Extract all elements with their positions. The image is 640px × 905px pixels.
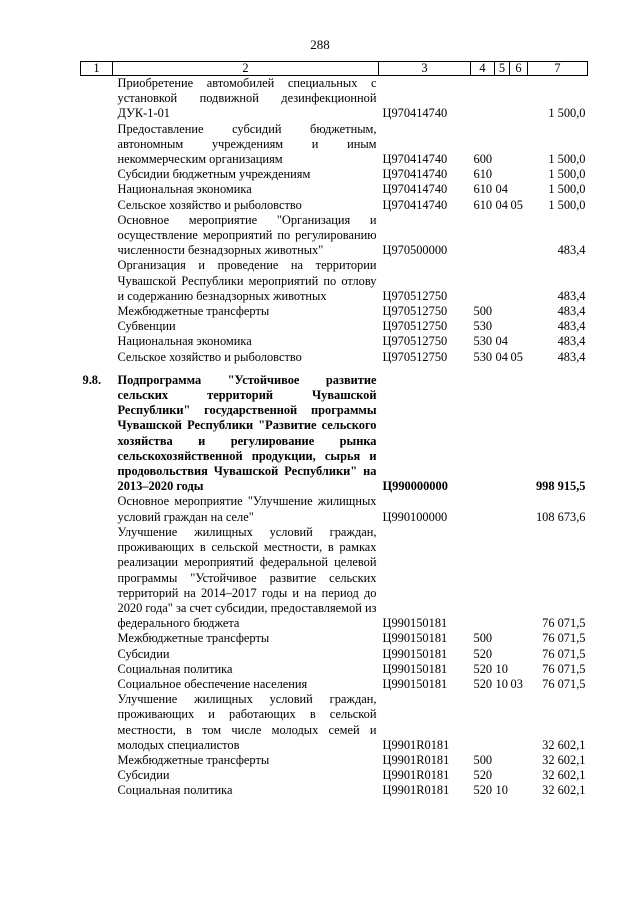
table-row [81, 350, 588, 365]
row-number: 9.8. [82, 372, 102, 387]
row-amount: 108 673,6 [535, 509, 586, 524]
row-number [81, 662, 113, 677]
row-name: Национальная экономика [117, 182, 252, 197]
table-row [81, 122, 588, 168]
row-col5 [495, 213, 510, 259]
row-col6 [510, 753, 528, 768]
row-amount: 483,4 [557, 334, 586, 349]
row-col6 [510, 319, 528, 334]
row-col6 [510, 122, 528, 168]
header-col-7: 7 [528, 62, 588, 76]
row-col5 [495, 753, 510, 768]
row-amount: 76 071,5 [542, 676, 586, 691]
row-col6 [510, 783, 528, 798]
row-code: Ц990150181 [382, 661, 448, 676]
row-col5 [495, 373, 510, 495]
row-amount: 483,4 [557, 243, 586, 258]
row-amount: 1 500,0 [548, 182, 586, 197]
row-name: Социальное обеспечение населения [117, 676, 308, 691]
row-name: Сельское хозяйство и рыболовство [117, 197, 302, 212]
row-name: Социальная политика [117, 783, 233, 798]
row-number [81, 647, 113, 662]
row-code: Ц970500000 [382, 243, 448, 258]
row-col5: 04 [495, 349, 508, 364]
row-number [81, 525, 113, 631]
row-col6 [510, 167, 528, 182]
row-col6: 05 [510, 197, 523, 212]
header-col-1: 1 [81, 62, 113, 76]
row-number [81, 258, 113, 304]
row-code: Ц970512750 [382, 349, 448, 364]
row-amount: 32 602,1 [542, 783, 586, 798]
row-code: Ц970512750 [382, 334, 448, 349]
row-number [81, 122, 113, 168]
row-name: Межбюджетные трансферты [117, 752, 270, 767]
row-col6 [510, 213, 528, 259]
row-col5 [495, 768, 510, 783]
row-col5 [495, 76, 510, 122]
row-col4: 520 [473, 646, 493, 661]
row-amount: 76 071,5 [542, 646, 586, 661]
row-col6 [510, 662, 528, 677]
row-number [81, 167, 113, 182]
row-col5 [495, 647, 510, 662]
row-name: Субвенции [117, 319, 176, 334]
row-col4: 610 [473, 197, 493, 212]
row-number [81, 213, 113, 259]
row-name: Сельское хозяйство и рыболовство [117, 349, 302, 364]
row-number [81, 334, 113, 349]
row-amount: 483,4 [557, 304, 586, 319]
row-col5 [495, 304, 510, 319]
row-col4 [471, 494, 495, 524]
row-col4: 600 [473, 152, 493, 167]
row-col4: 500 [473, 631, 493, 646]
row-name: Межбюджетные трансферты [117, 304, 270, 319]
row-col4: 520 [473, 676, 493, 691]
header-col-2: 2 [113, 62, 379, 76]
row-code: Ц990150181 [382, 631, 448, 646]
table-spacer [81, 365, 588, 373]
row-code: Ц970512750 [382, 319, 448, 334]
budget-table [80, 61, 588, 799]
row-code: Ц990150181 [382, 676, 448, 691]
row-number [81, 304, 113, 319]
row-col4: 530 [473, 334, 493, 349]
row-col5 [495, 631, 510, 646]
table-row [81, 753, 588, 768]
row-col6 [510, 258, 528, 304]
row-col6: 03 [510, 676, 523, 691]
row-col5 [495, 525, 510, 631]
row-col4: 530 [473, 349, 493, 364]
row-code: Ц9901R0181 [382, 783, 450, 798]
row-col4: 610 [473, 182, 493, 197]
row-number [81, 319, 113, 334]
row-number [81, 783, 113, 798]
row-code: Ц990150181 [382, 616, 448, 631]
row-col5: 04 [495, 182, 508, 197]
row-code: Ц990100000 [382, 509, 448, 524]
row-number [81, 677, 113, 692]
row-amount: 1 500,0 [548, 152, 586, 167]
row-number [81, 198, 113, 213]
row-col5: 04 [495, 197, 508, 212]
row-amount: 32 602,1 [542, 737, 586, 752]
row-col6 [510, 647, 528, 662]
row-code: Ц9901R0181 [382, 737, 450, 752]
row-col6: 05 [510, 349, 523, 364]
row-col4: 520 [473, 783, 493, 798]
row-col4: 500 [473, 304, 493, 319]
row-code: Ц970414740 [382, 152, 448, 167]
row-col6 [510, 304, 528, 319]
row-col4 [471, 373, 495, 495]
table-row [81, 373, 588, 495]
table-row [81, 198, 588, 213]
row-col5: 10 [495, 676, 508, 691]
row-code: Ц9901R0181 [382, 768, 450, 783]
row-amount: 76 071,5 [542, 661, 586, 676]
table-row [81, 213, 588, 259]
row-col5 [495, 122, 510, 168]
row-amount: 76 071,5 [542, 616, 586, 631]
row-col6 [510, 76, 528, 122]
page-number: 288 [310, 37, 330, 52]
table-row [81, 647, 588, 662]
table-body [81, 76, 588, 799]
table-row [81, 494, 588, 524]
row-code: Ц970414740 [382, 106, 448, 121]
row-col6 [510, 525, 528, 631]
table-header [81, 62, 588, 76]
row-code: Ц970414740 [382, 197, 448, 212]
row-amount: 1 500,0 [548, 167, 586, 182]
table-row [81, 319, 588, 334]
row-amount: 483,4 [557, 349, 586, 364]
table-row [81, 525, 588, 631]
header-col-5: 5 [495, 62, 510, 76]
spacer-cell [81, 365, 588, 373]
row-col6 [510, 334, 528, 349]
row-number [81, 350, 113, 365]
row-col5 [495, 258, 510, 304]
row-name: Социальная политика [117, 661, 233, 676]
row-col5 [495, 319, 510, 334]
table-row [81, 692, 588, 753]
row-code: Ц990000000 [382, 479, 448, 494]
row-col4: 530 [473, 319, 493, 334]
row-col6 [510, 373, 528, 495]
row-code: Ц970414740 [382, 182, 448, 197]
row-name: Основное мероприятие "Улучшение жилищных условий граждан на селе" [117, 494, 377, 524]
table-row [81, 677, 588, 692]
row-code: Ц990150181 [382, 646, 448, 661]
row-col4 [471, 258, 495, 304]
row-amount: 32 602,1 [542, 752, 586, 767]
row-amount: 32 602,1 [542, 768, 586, 783]
table-row [81, 768, 588, 783]
header-row [81, 62, 588, 76]
row-name: Предоставление субсидий бюджетным, автономным учреждениям и иным некоммерческим организациям [117, 121, 377, 167]
table-row [81, 167, 588, 182]
row-name: Межбюджетные трансферты [117, 631, 270, 646]
table-row [81, 76, 588, 122]
row-amount: 76 071,5 [542, 631, 586, 646]
row-name: Улучшение жилищных условий граждан, проживающих и работающих в сельской местности, в том числе молодых семей и молодых специалистов [117, 692, 377, 752]
row-name: Основное мероприятие "Организация и осуществление мероприятий по регулированию численности безнадзорных животных" [117, 212, 377, 258]
row-number [81, 631, 113, 646]
row-col5: 10 [495, 661, 508, 676]
header-col-6: 6 [510, 62, 528, 76]
row-code: Ц970512750 [382, 288, 448, 303]
row-col4: 520 [473, 661, 493, 676]
row-name: Улучшение жилищных условий граждан, проживающих в сельской местности, в рамках реализации мероприятий федеральной целевой программы "Устойчивое развитие сельских территорий на 2014–2017 годы и на период до 2020 года" за счет субсидии, предоставляемой из федерального бюджета [117, 524, 377, 631]
row-amount: 483,4 [557, 288, 586, 303]
header-col-3: 3 [379, 62, 471, 76]
row-number [81, 768, 113, 783]
table-row [81, 783, 588, 798]
table-row [81, 334, 588, 349]
row-amount: 483,4 [557, 319, 586, 334]
row-col5: 04 [495, 334, 508, 349]
row-col6 [510, 768, 528, 783]
row-number [81, 494, 113, 524]
row-code: Ц970512750 [382, 304, 448, 319]
row-name: Субсидии [117, 768, 170, 783]
row-col5 [495, 494, 510, 524]
row-col4 [471, 525, 495, 631]
row-name: Организация и проведение на территории Чувашской Республики мероприятий по отлову и содержанию безнадзорных животных [117, 258, 377, 303]
row-col4 [471, 76, 495, 122]
row-number [81, 753, 113, 768]
row-col4 [471, 213, 495, 259]
row-name: Приобретение автомобилей специальных с установкой подвижной дезинфекционной ДУК-1-01 [117, 76, 377, 121]
row-col4 [471, 692, 495, 753]
row-col4: 520 [473, 768, 493, 783]
row-name: Подпрограмма "Устойчивое развитие сельских территорий Чувашской Республики" государственной программы Чувашской Республики "Развитие сельского хозяйства и регулирование рынка сельскохозяйственной продукции, сырья и продовольствия Чувашской Республики" на 2013–2020 годы [117, 372, 377, 494]
row-col5 [495, 692, 510, 753]
row-number [81, 692, 113, 753]
row-name: Субсидии бюджетным учреждениям [117, 167, 311, 182]
row-col6 [510, 494, 528, 524]
row-amount: 1 500,0 [548, 106, 586, 121]
row-amount: 1 500,0 [548, 197, 586, 212]
row-col4: 500 [473, 752, 493, 767]
table-row [81, 304, 588, 319]
row-col6 [510, 182, 528, 197]
header-col-4: 4 [471, 62, 495, 76]
row-name: Национальная экономика [117, 334, 252, 349]
row-col5 [495, 167, 510, 182]
row-name: Субсидии [117, 646, 170, 661]
row-col6 [510, 631, 528, 646]
table-row [81, 662, 588, 677]
row-col5: 10 [495, 783, 508, 798]
table-row [81, 182, 588, 197]
row-number [81, 76, 113, 122]
row-col6 [510, 692, 528, 753]
row-amount: 998 915,5 [535, 479, 586, 494]
row-code: Ц970414740 [382, 167, 448, 182]
row-number [81, 182, 113, 197]
row-col4: 610 [473, 167, 493, 182]
table-row [81, 631, 588, 646]
table-row [81, 258, 588, 304]
row-code: Ц9901R0181 [382, 752, 450, 767]
